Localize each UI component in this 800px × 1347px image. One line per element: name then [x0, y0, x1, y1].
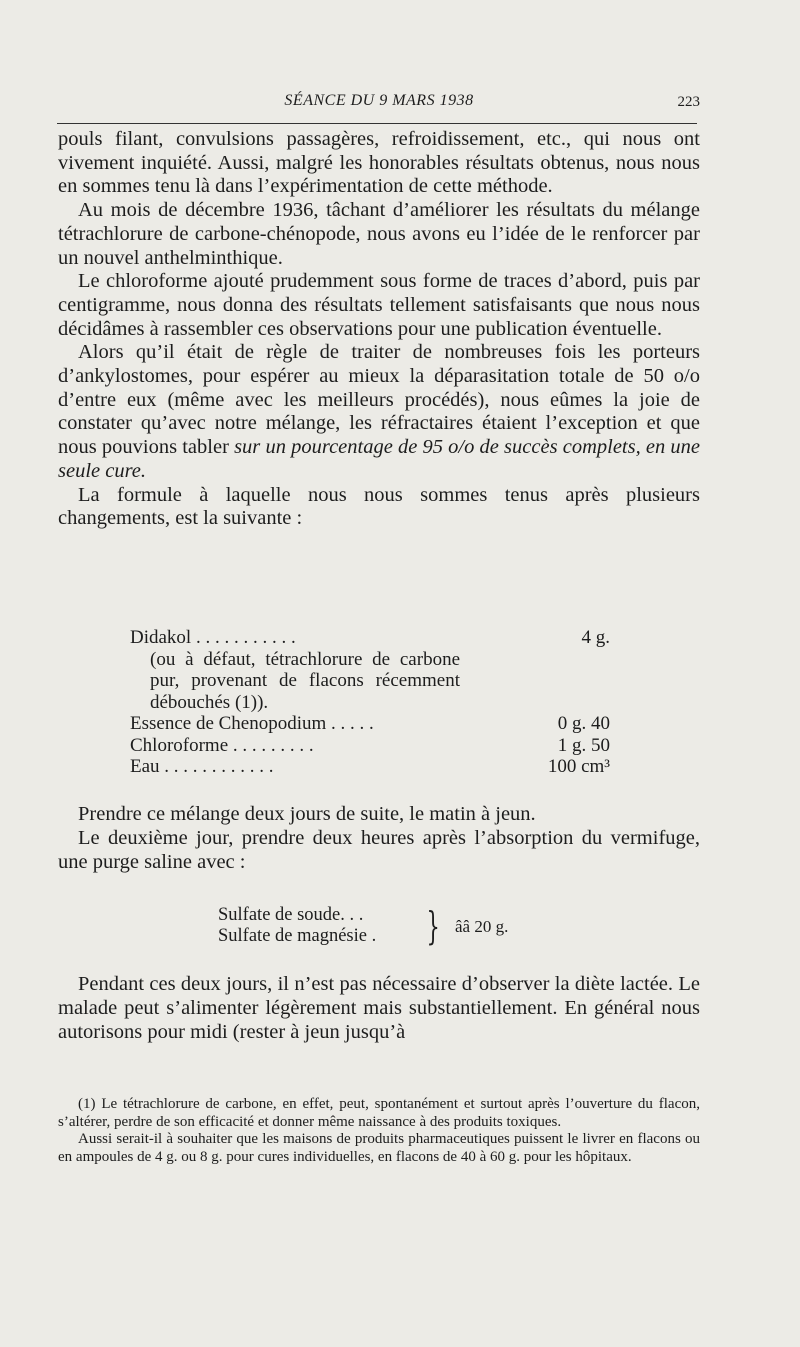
paragraph-pendant: Pendant ces deux jours, il n’est pas nécessaire d’observer la diète lactée. Le malade peut s’alimenter légèrement mais substantiellement. En général nous autorisons pour midi (rester à jeun jusqu’à: [58, 973, 700, 1043]
formula-note: (ou à défaut, tétrachlorure de carbone pur, provenant de flacons récemment débouchés (1)).: [150, 648, 460, 713]
footnotes: [58, 1096, 700, 1166]
body-text-top: [58, 128, 700, 531]
paragraph-deuxieme-jour: Le deuxième jour, prendre deux heures après l’absorption du vermifuge, une purge saline avec :: [58, 827, 700, 873]
salt-dose: ââ 20 g.: [455, 917, 509, 936]
formula-row-chloroforme: [130, 735, 610, 757]
formula-row-eau: [130, 756, 610, 778]
formula-qty: 0 g. 40: [557, 713, 610, 734]
paragraph-formule: La formule à laquelle nous nous sommes tenus après plusieurs changements, est la suivante :: [58, 483, 700, 530]
paragraph-prendre: Prendre ce mélange deux jours de suite, le matin à jeun.: [78, 803, 536, 825]
header-rule: [57, 123, 697, 124]
body-text-bottom: [58, 973, 700, 1044]
formula-label: Didakol . . . . . . . . . . .: [130, 627, 296, 648]
formula-qty: 100 cm³: [547, 756, 610, 777]
formula-qty: 4 g.: [581, 627, 610, 648]
footnote-1: (1) Le tétrachlorure de carbone, en effet, peut, spontanément et surtout après l’ouverture du flacon, s’altérer, perdre de son efficacité et donner même naissance à des produits toxiques.: [58, 1096, 700, 1130]
formula-table: [130, 627, 610, 778]
paragraph-december: Au mois de décembre 1936, tâchant d’améliorer les résultats du mélange tétrachlorure de carbone-chénopode, nous avons eu l’idée de le renforcer par un nouvel anthelminthique.: [58, 199, 700, 269]
paragraph-alors-italic: sur un pourcentage de 95 o/o de succès complets, en une seule cure.: [58, 436, 700, 482]
formula-label: Eau . . . . . . . . . . . .: [130, 756, 274, 777]
formula-qty: 1 g. 50: [557, 734, 610, 756]
salt-line-soude: Sulfate de soude. . .: [218, 905, 364, 925]
footnote-1-continued: Aussi serait-il à souhaiter que les maisons de produits pharmaceutiques puissent le livrer en flacons ou en ampoules de 4 g. ou 8 g. pour cures individuelles, en flacons de 40 à 60 g. pour les hôpitaux.: [58, 1131, 700, 1165]
brace-symbol: }: [426, 904, 440, 948]
purge-formula: [218, 905, 538, 947]
formula-label: Essence de Chenopodium . . . . .: [130, 713, 374, 734]
salt-line-magnesie: Sulfate de magnésie .: [218, 926, 377, 946]
paragraph-alors-text: Alors qu’il était de règle de traiter de nombreuses fois les porteurs d’ankylostomes, pour espérer au mieux la déparasitation totale de 50 o/o d’entre eux (même avec les meilleurs procédés), nous eûmes la joie de constater qu’avec notre mélange, les réfractaires étaient l’exception et que nous pouvions tabler: [58, 341, 700, 459]
running-title: SÉANCE DU 9 MARS 1938: [284, 92, 474, 109]
paragraph-chloroforme: Le chloroforme ajouté prudemment sous forme de traces d’abord, puis par centigramme, nous donna des résultats tellement satisfaisants que nous nous décidâmes à rassembler ces observations pour une publication éventuelle.: [58, 270, 700, 340]
formula-row-essence: [130, 713, 610, 735]
paragraph-continuation: pouls filant, convulsions passagères, refroidissement, etc., qui nous ont vivement inquiété. Aussi, malgré les honorables résultats obtenus, nous nous en sommes tenu là dans l’expérimentation de cette méthode.: [58, 128, 700, 198]
body-text-middle: [58, 802, 700, 874]
page-header: [58, 92, 700, 122]
formula-row-didakol: [130, 627, 610, 649]
formula-label: Chloroforme . . . . . . . . .: [130, 734, 314, 756]
paragraph-alors: [58, 341, 700, 483]
page-number: 223: [677, 94, 700, 110]
